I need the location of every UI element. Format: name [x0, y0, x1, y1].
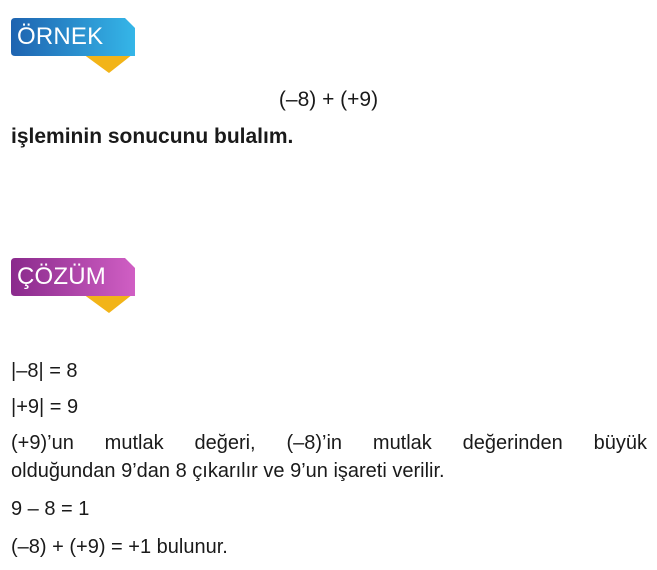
explanation-line-1: (+9)’un mutlak değeri, (–8)’in mutlak değerinden büyük [11, 432, 647, 454]
example-badge-label: ÖRNEK [17, 23, 104, 50]
solution-badge-label: ÇÖZÜM [17, 263, 106, 290]
abs-value-line-1: |–8| = 8 [11, 360, 78, 382]
example-prompt: işleminin sonucunu bulalım. [11, 125, 294, 148]
example-badge [11, 18, 135, 58]
solution-badge [11, 258, 135, 298]
calculation-line: 9 – 8 = 1 [11, 498, 90, 520]
explanation-paragraph [11, 429, 647, 485]
abs-value-line-2: |+9| = 9 [11, 396, 79, 418]
explanation-line-2: olduğundan 9’dan 8 çıkarılır ve 9’un işareti verilir. [11, 460, 445, 482]
example-expression: (–8) + (+9) [278, 88, 379, 111]
solution-badge-tail [83, 294, 133, 313]
result-line: (–8) + (+9) = +1 bulunur. [11, 536, 228, 558]
example-badge-tail [83, 54, 133, 73]
